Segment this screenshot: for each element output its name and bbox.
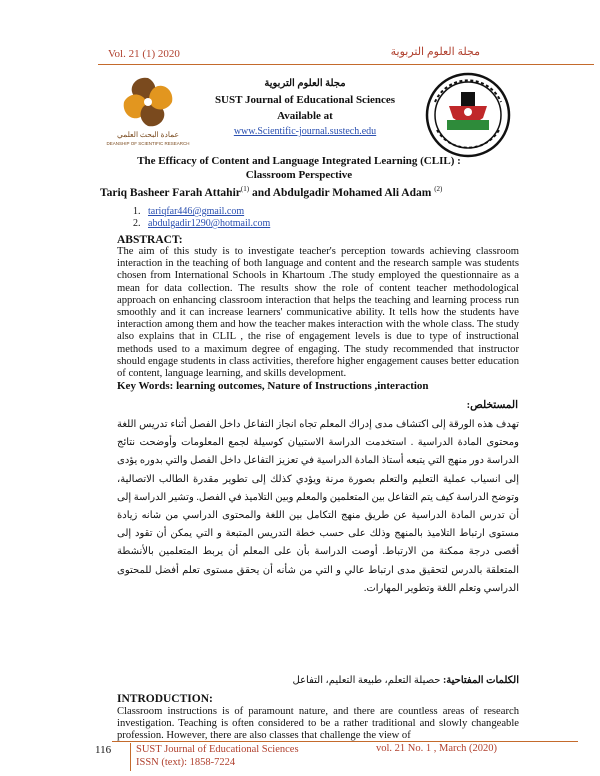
email-link-2[interactable]: abdulgadir1290@hotmail.com [148, 218, 271, 229]
masthead-journal-arabic: مجلة العلوم التربوية [264, 78, 346, 89]
page-number: 116 [95, 744, 112, 756]
arabic-keywords [117, 675, 519, 686]
deanship-logo-text-en: DEANSHIP OF SCIENTIFIC RESEARCH [106, 141, 190, 146]
sust-seal-logo [425, 72, 511, 158]
introduction-heading: INTRODUCTION: [117, 693, 213, 705]
author-emails [133, 206, 270, 230]
masthead [190, 78, 420, 137]
deanship-logo-text: عمادة البحث العلمي [116, 130, 179, 139]
footer-volume: vol. 21 No. 1 , March (2020) [376, 743, 498, 754]
arabic-keywords-values: حصيلة التعلم، طبيعة التعليم، التفاعل [292, 675, 443, 686]
footer-rule [112, 741, 578, 742]
arabic-keywords-label: الكلمات المفتاحية: [442, 675, 519, 686]
footer-divider [130, 743, 131, 771]
deanship-logo [100, 74, 196, 152]
footer-issn: ISSN (text): 1858-7224 [136, 757, 236, 768]
authors-line [100, 185, 442, 199]
abstract-heading: ABSTRACT: [117, 234, 183, 246]
author-2-affiliation: (2) [434, 185, 443, 193]
header-journal-arabic: مجلة العلوم التربوية [390, 46, 480, 58]
email-item: 1. tariqfar446@gmail.com [133, 206, 245, 217]
arabic-abstract-heading: المستخلص: [466, 400, 518, 411]
introduction-text: Classroom instructions is of paramount nature, and there are countless areas of research investigation. Teaching is often considered to be a rather traditional and slowly changeable profession. However, there are also classes that challenge the view of [117, 706, 519, 742]
footer-journal [136, 743, 299, 769]
footer-journal-name: SUST Journal of Educational Sciences [136, 744, 299, 755]
keywords: Key Words: learning outcomes, Nature of Instructions ,interaction [117, 380, 429, 392]
masthead-journal-english: SUST Journal of Educational Sciences [214, 94, 396, 106]
paper-title: The Efficacy of Content and Language Integrated Learning (CLIL) : Classroom Perspective [137, 155, 461, 181]
masthead-available: Available at [277, 110, 333, 122]
author-1-affiliation: (1) [240, 185, 250, 193]
arabic-abstract-text: تهدف هذه الورقة إلى اكتشاف مدى إدراك المعلم تجاه انجاز التفاعل داخل الفصل أثناء تدريس اللغة ومحتوى المادة الدراسية . استخدمت الدراسة الاستبيان كوسيلة لجمع المعلومات وأوضحت نتائج الدراسة دور منهج التي يتبعه أستاذ المادة الدراسية في تعزيز التفاعل داخل الفصل والتي بدوره يؤدى إلى انسياب عملية التعليم والتعلم بصورة مرنة ويؤدي كذلك إلى تطوير مقدرة الطالب الاتصالية، وتوضح الدراسة كيف يتم التفاعل بين المتعلمين والمعلم وبين التلاميذ في الفصل. وتشير الدراسة إلى أن تدرس المادة الدراسية عن طريق منهج التكامل بين اللغة والمحتوى الدراسي من شانه زيادة مستوى ارتباط التلاميذ بالمنهج وذلك على حسب خطة التدريس المتبعة و التي يمكن أن تقود إلى أقصى درجة ممكنة من الارتباط. أوصت الدراسة بأن على المعلم أن يربط المتعلمين بالأنشطة المتعلقة بالدرس لتحقيق مدى ارتباط عالي و التي من شأنه أن يحقق مستوى تعلم أفضل للمحتوى الدراسي وتعلم اللغة وتطوير المهارات. [117, 419, 519, 594]
email-item: 2. abdulgadir1290@hotmail.com [133, 218, 271, 229]
header-rule [98, 64, 594, 65]
author-1: Tariq Basheer Farah Attahir [100, 186, 241, 199]
author-joiner: and Abdulgadir Mohamed Ali Adam [249, 186, 435, 199]
journal-url-link[interactable]: www.Scientific-journal.sustech.edu [233, 126, 377, 137]
university-seal-icon [425, 72, 511, 158]
email-link-1[interactable]: tariqfar446@gmail.com [148, 206, 245, 217]
header-volume: Vol. 21 (1) 2020 [108, 48, 180, 60]
abstract-text: The aim of this study is to investigate teacher's perception towards achieving classroom interaction in the teaching of both language and content and the research sample was students chosen from International Schools in Khartoum .The study employed the questionnaire as a mean for data collection. The results show the role of content teacher methodological approach on enhancing classroom interaction that helps the teaching and learning process run smoothly and it can increase learners' communicative ability. It tells how the students have interaction among them and how the teacher makes interaction with the whole class. The study also explains that in CLIL , the rise of engagement levels is due to type of instructional methods used to a maximum degree of engaging. The study recommended that instructor should engage students in class activities, therefore higher engagement causes better education of content, language learning, and skills development. [117, 246, 519, 380]
